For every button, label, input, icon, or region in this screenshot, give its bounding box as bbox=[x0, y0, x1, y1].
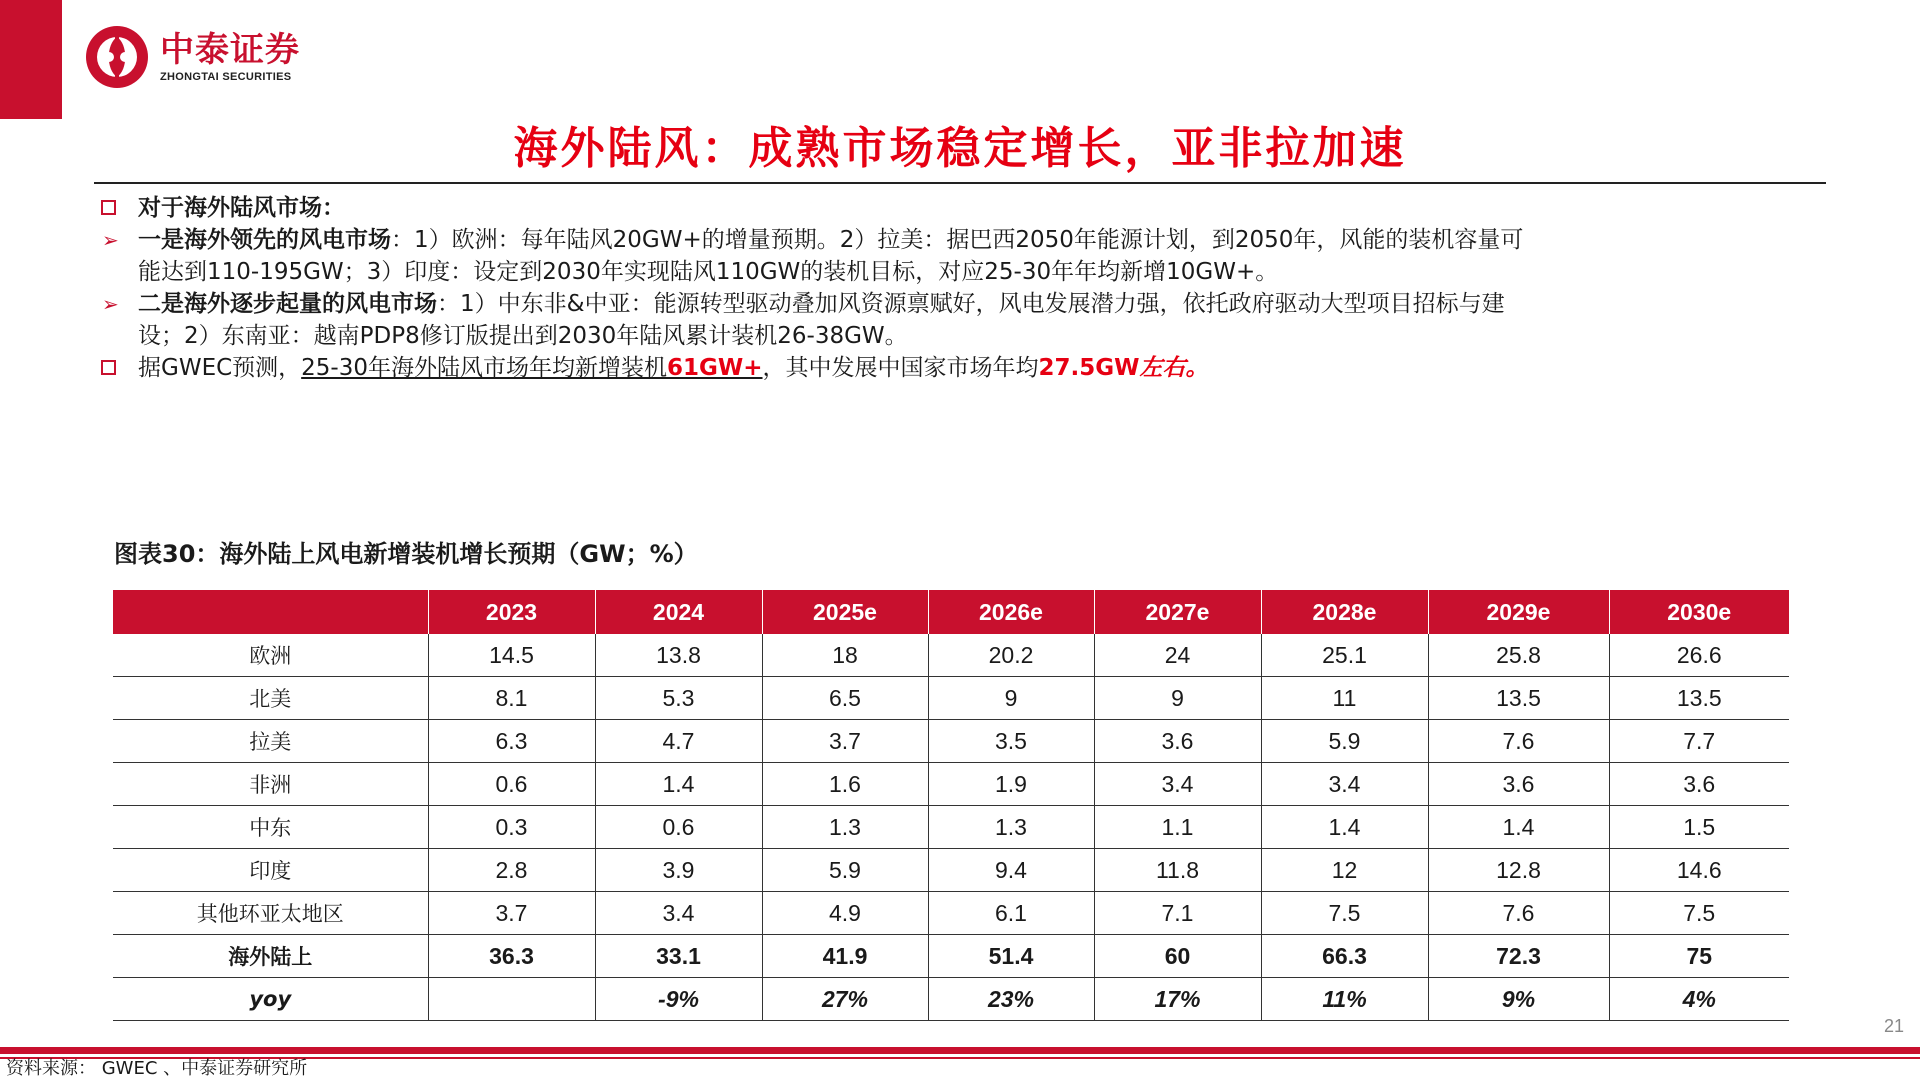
value-cell: 18 bbox=[762, 634, 928, 677]
source-note: 资料来源： GWEC 、中泰证券研究所 bbox=[6, 1058, 308, 1079]
bullet-item bbox=[96, 288, 1826, 320]
row-label-cell: 中东 bbox=[113, 806, 428, 849]
value-cell: -9% bbox=[595, 978, 762, 1021]
value-cell: 9% bbox=[1428, 978, 1609, 1021]
value-cell: 33.1 bbox=[595, 935, 762, 978]
value-cell: 8.1 bbox=[428, 677, 595, 720]
row-label-cell: 海外陆上 bbox=[113, 935, 428, 978]
value-cell: 1.5 bbox=[1609, 806, 1789, 849]
bullet-bold-lead: 一是海外领先的风电市场 bbox=[138, 227, 391, 253]
brand-name-cn: 中泰证券 bbox=[160, 30, 300, 70]
header-cell: 2029e bbox=[1428, 590, 1609, 634]
title-divider bbox=[94, 182, 1826, 184]
value-cell: 14.6 bbox=[1609, 849, 1789, 892]
footer-bar bbox=[0, 1047, 1920, 1054]
table-row bbox=[113, 634, 1789, 677]
table-row bbox=[113, 935, 1789, 978]
row-label-cell: 拉美 bbox=[113, 720, 428, 763]
value-cell: 24 bbox=[1094, 634, 1261, 677]
row-label-cell: 非洲 bbox=[113, 763, 428, 806]
value-cell: 9 bbox=[928, 677, 1094, 720]
value-cell bbox=[428, 978, 595, 1021]
value-cell: 11.8 bbox=[1094, 849, 1261, 892]
value-cell: 7.6 bbox=[1428, 720, 1609, 763]
value-cell: 66.3 bbox=[1261, 935, 1428, 978]
value-cell: 6.1 bbox=[928, 892, 1094, 935]
value-cell: 5.3 bbox=[595, 677, 762, 720]
header-cell: 2030e bbox=[1609, 590, 1789, 634]
value-cell: 13.8 bbox=[595, 634, 762, 677]
value-cell: 0.6 bbox=[428, 763, 595, 806]
bullet-text: ：1）中东非&中亚：能源转型驱动叠加风资源禀赋好，风电发展潜力强，依托政府驱动大型项目招标与建 bbox=[437, 291, 1505, 317]
value-cell: 3.6 bbox=[1609, 763, 1789, 806]
value-cell: 1.3 bbox=[762, 806, 928, 849]
value-cell: 11 bbox=[1261, 677, 1428, 720]
value-cell: 7.5 bbox=[1261, 892, 1428, 935]
bullet-text: 能达到110-195GW；3）印度：设定到2030年实现陆风110GW的装机目标，对应25-30年年均新增10GW+。 bbox=[138, 259, 1279, 285]
value-cell: 3.5 bbox=[928, 720, 1094, 763]
value-cell: 4% bbox=[1609, 978, 1789, 1021]
arrow-bullet-icon: ➢ bbox=[102, 292, 119, 316]
value-cell: 12 bbox=[1261, 849, 1428, 892]
brand-name-en: ZHONGTAI SECURITIES bbox=[160, 71, 292, 83]
highlight-value: 61GW+ bbox=[667, 355, 763, 381]
header-cell: 2027e bbox=[1094, 590, 1261, 634]
bullet-item bbox=[96, 224, 1826, 256]
value-cell: 3.7 bbox=[428, 892, 595, 935]
value-cell: 13.5 bbox=[1609, 677, 1789, 720]
page-number: 21 bbox=[1883, 1016, 1904, 1036]
highlight-value: 27.5GW bbox=[1038, 355, 1140, 381]
row-label-cell: 印度 bbox=[113, 849, 428, 892]
header-cell bbox=[113, 590, 428, 634]
table-row bbox=[113, 677, 1789, 720]
table-row bbox=[113, 849, 1789, 892]
value-cell: 5.9 bbox=[1261, 720, 1428, 763]
value-cell: 27% bbox=[762, 978, 928, 1021]
bullet-continuation bbox=[96, 320, 1826, 352]
value-cell: 3.6 bbox=[1428, 763, 1609, 806]
value-cell: 1.3 bbox=[928, 806, 1094, 849]
value-cell: 17% bbox=[1094, 978, 1261, 1021]
value-cell: 0.3 bbox=[428, 806, 595, 849]
value-cell: 26.6 bbox=[1609, 634, 1789, 677]
value-cell: 1.4 bbox=[1261, 806, 1428, 849]
row-label-cell: 其他环亚太地区 bbox=[113, 892, 428, 935]
value-cell: 25.8 bbox=[1428, 634, 1609, 677]
page-title: 海外陆风：成熟市场稳定增长，亚非拉加速 bbox=[513, 123, 1407, 174]
table-row bbox=[113, 978, 1789, 1021]
value-cell: 20.2 bbox=[928, 634, 1094, 677]
value-cell: 11% bbox=[1261, 978, 1428, 1021]
table-row bbox=[113, 763, 1789, 806]
value-cell: 75 bbox=[1609, 935, 1789, 978]
row-label-cell: 北美 bbox=[113, 677, 428, 720]
bullet-item bbox=[96, 352, 1826, 384]
header-cell: 2025e bbox=[762, 590, 928, 634]
header-cell: 2026e bbox=[928, 590, 1094, 634]
underlined-phrase: 25-30年海外陆风市场年均新增装机 bbox=[301, 355, 667, 381]
bullet-text: 设；2）东南亚：越南PDP8修订版提出到2030年陆风累计装机26-38GW。 bbox=[138, 323, 908, 349]
bullet-continuation bbox=[96, 256, 1826, 288]
value-cell: 9 bbox=[1094, 677, 1261, 720]
value-cell: 6.3 bbox=[428, 720, 595, 763]
value-cell: 60 bbox=[1094, 935, 1261, 978]
bullet-bold-lead: 二是海外逐步起量的风电市场 bbox=[138, 291, 437, 317]
value-cell: 1.6 bbox=[762, 763, 928, 806]
header-cell: 2024 bbox=[595, 590, 762, 634]
value-cell: 72.3 bbox=[1428, 935, 1609, 978]
value-cell: 3.9 bbox=[595, 849, 762, 892]
value-cell: 23% bbox=[928, 978, 1094, 1021]
value-cell: 7.7 bbox=[1609, 720, 1789, 763]
value-cell: 3.4 bbox=[595, 892, 762, 935]
value-cell: 6.5 bbox=[762, 677, 928, 720]
value-cell: 7.1 bbox=[1094, 892, 1261, 935]
value-cell: 12.8 bbox=[1428, 849, 1609, 892]
table-title: 图表30：海外陆上风电新增装机增长预期（GW；%） bbox=[114, 540, 698, 568]
underlined-text bbox=[301, 355, 762, 381]
bullet-text: 据GWEC预测， bbox=[138, 355, 302, 381]
value-cell: 13.5 bbox=[1428, 677, 1609, 720]
table-row bbox=[113, 806, 1789, 849]
value-cell: 7.6 bbox=[1428, 892, 1609, 935]
value-cell: 36.3 bbox=[428, 935, 595, 978]
row-label-cell: 欧洲 bbox=[113, 634, 428, 677]
bullet-text: 对于海外陆风市场： bbox=[138, 195, 345, 221]
forecast-table bbox=[113, 590, 1789, 1021]
value-cell: 9.4 bbox=[928, 849, 1094, 892]
zhongtai-logo-icon bbox=[84, 24, 150, 90]
value-cell: 3.6 bbox=[1094, 720, 1261, 763]
value-cell: 14.5 bbox=[428, 634, 595, 677]
value-cell: 7.5 bbox=[1609, 892, 1789, 935]
value-cell: 3.4 bbox=[1094, 763, 1261, 806]
bullet-list bbox=[96, 192, 1826, 384]
value-cell: 5.9 bbox=[762, 849, 928, 892]
square-bullet-icon bbox=[101, 200, 116, 215]
value-cell: 41.9 bbox=[762, 935, 928, 978]
table-header-row bbox=[113, 590, 1789, 634]
header-cell: 2023 bbox=[428, 590, 595, 634]
corner-accent-bar bbox=[0, 0, 62, 119]
value-cell: 51.4 bbox=[928, 935, 1094, 978]
value-cell: 1.9 bbox=[928, 763, 1094, 806]
bullet-item bbox=[96, 192, 1826, 224]
value-cell: 0.6 bbox=[595, 806, 762, 849]
header-cell: 2028e bbox=[1261, 590, 1428, 634]
value-cell: 4.9 bbox=[762, 892, 928, 935]
table-row bbox=[113, 720, 1789, 763]
bullet-text: ，其中发展中国家市场年均 bbox=[762, 355, 1039, 381]
value-cell: 1.1 bbox=[1094, 806, 1261, 849]
bullet-text: ：1）欧洲：每年陆风20GW+的增量预期。2）拉美：据巴西2050年能源计划，到2050年，风能的装机容量可 bbox=[391, 227, 1524, 253]
highlight-text: 左右。 bbox=[1139, 355, 1209, 381]
value-cell: 4.7 bbox=[595, 720, 762, 763]
value-cell: 1.4 bbox=[595, 763, 762, 806]
value-cell: 3.4 bbox=[1261, 763, 1428, 806]
arrow-bullet-icon: ➢ bbox=[102, 228, 119, 252]
table-row bbox=[113, 892, 1789, 935]
value-cell: 1.4 bbox=[1428, 806, 1609, 849]
brand-logo bbox=[84, 24, 300, 90]
value-cell: 3.7 bbox=[762, 720, 928, 763]
square-bullet-icon bbox=[101, 360, 116, 375]
row-label-cell: yoy bbox=[113, 978, 428, 1021]
value-cell: 2.8 bbox=[428, 849, 595, 892]
value-cell: 25.1 bbox=[1261, 634, 1428, 677]
